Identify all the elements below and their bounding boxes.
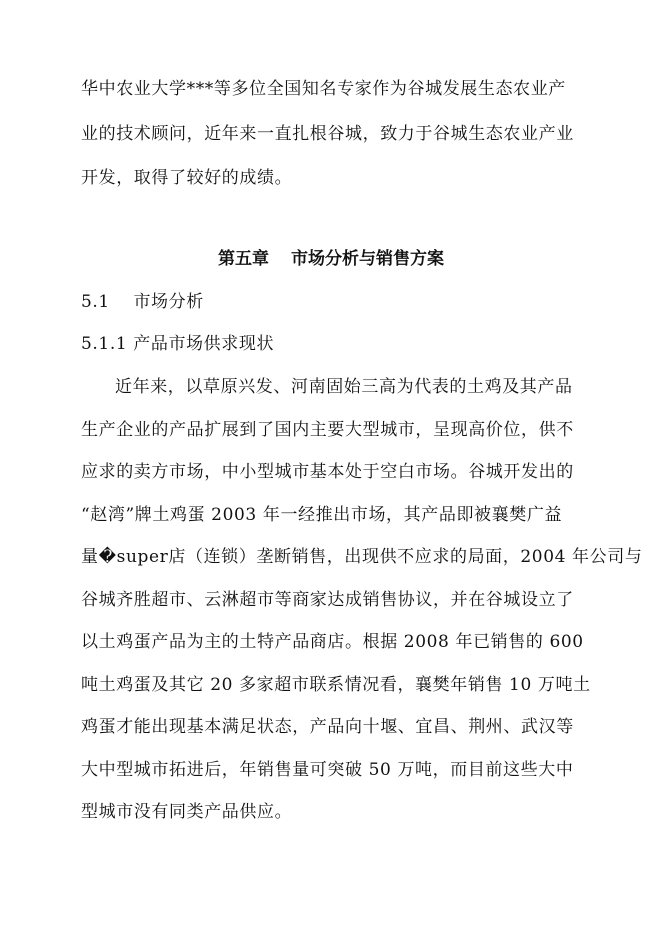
chapter-heading — [0, 248, 662, 270]
text-line: 型城市没有同类产品供应。 — [81, 802, 293, 822]
text-line: “赵湾”牌土鸡蛋 2003 年一经推出市场，其产品即被襄樊广益 — [81, 505, 563, 525]
chapter-title: 市场分析与销售方案 — [291, 249, 444, 269]
text-line: 华中农业大学***等多位全国知名专家作为谷城发展生态农业产 — [81, 79, 566, 99]
text-line: 量�super店（连锁）垄断销售，出现供不应求的局面，2004 年公司与 — [81, 547, 643, 567]
text-line: 鸡蛋才能出现基本满足状态，产品向十堰、宜昌、荆州、武汉等 — [81, 717, 574, 737]
text-line: 大中型城市拓进后，年销售量可突破 50 万吨，而目前这些大中 — [81, 760, 574, 780]
section-heading: 5.1 市场分析 — [81, 292, 204, 312]
text-line: 开发，取得了较好的成绩。 — [81, 168, 293, 188]
subsection-heading: 5.1.1 产品市场供求现状 — [81, 334, 275, 354]
text-line: 近年来，以草原兴发、河南固始三高为代表的土鸡及其产品 — [115, 377, 573, 397]
chapter-number: 第五章 — [218, 249, 269, 269]
text-line: 吨土鸡蛋及其它 20 多家超市联系情况看，襄樊年销售 10 万吨土 — [81, 675, 591, 695]
text-line: 应求的卖方市场，中小型城市基本处于空白市场。谷城开发出的 — [81, 462, 574, 482]
text-line: 业的技术顾问，近年来一直扎根谷城，致力于谷城生态农业产业 — [81, 124, 574, 144]
text-line: 以土鸡蛋产品为主的土特产品商店。根据 2008 年已销售的 600 — [81, 632, 584, 652]
text-line: 谷城齐胜超市、云淋超市等商家达成销售协议，并在谷城设立了 — [81, 590, 574, 610]
text-line: 生产企业的产品扩展到了国内主要大型城市，呈现高价位，供不 — [81, 420, 574, 440]
